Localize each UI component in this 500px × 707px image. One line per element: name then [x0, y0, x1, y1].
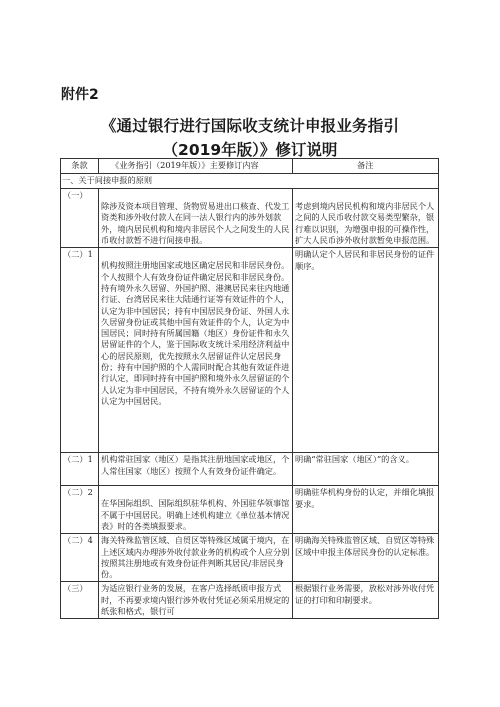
note-cell [293, 189, 439, 248]
content-text: 机构按照注册地国家或地区确定居民和非居民身份。个人按照个人有效身份证件确定居民和非居民身份。持有境外永久居留、外国护照、港澳居民来往内地通行证、台湾居民来往大陆通行证等有效证件的个人，认定为非中国居民；持有中国居民身份证、外国人永久居留身份证或其他中国有效证件的个人，认定为中国居民；同时持有所属国籍（地区）身份证件和永久居留证件的个人，鉴于国际收支统计采用经济利益中心的居民原则，优先按照永久居留证件认定居民身份；持有中国护照的个人需同时配合其他有效证件进行认定，即同时持有中国护照和境外永久居留证的个人认定为非中国居民，不持有境外永久居留证的个人认定为中国居民。 [101, 260, 290, 406]
content-cell: 机构常驻国家（地区）是指其注册地国家或地区，个人常住国家（地区）按照个人有效身份证件确定。 [99, 453, 293, 486]
clause-cell: （二）1 [61, 248, 99, 453]
clause-cell: （二）4 [61, 534, 99, 582]
table-row [61, 534, 439, 582]
note-cell: 明确驻华机构身份的认定，并细化填报要求。 [293, 486, 439, 534]
content-cell: 海关特殊监管区域、自贸区等特殊区域属于境内，在上述区域内办理涉外收付款业务的机构或个人应分别按照其注册地或有效身份证件判断其居民/非居民身份。 [99, 534, 293, 582]
clause-cell: （二）2 [61, 486, 99, 534]
clause-cell: （一） [61, 189, 99, 248]
column-header-note: 备注 [293, 159, 439, 174]
attachment-label: 附件2 [61, 87, 99, 103]
note-cell: 明确海关特殊监管区域、自贸区等特殊区域中申报主体居民身份的认定标准。 [293, 534, 439, 582]
content-text: 除涉及资本项目管理、货物贸易进出口核查、代发工资类和涉外收付款人在同一法人银行内的涉外划款外，境内居民机构和境内非居民个人之间发生的人民币收付款暂不进行间接申报。 [101, 201, 290, 245]
column-header-clause: 条款 [61, 159, 99, 174]
table-row [61, 189, 439, 248]
clause-cell: （三） [61, 582, 99, 619]
clause-cell: （二）1 [61, 453, 99, 486]
table-row [61, 248, 439, 453]
content-cell [99, 189, 293, 248]
column-header-content: 《业务指引（2019年版）》主要修订内容 [99, 159, 293, 174]
content-text: 在华国际组织、国际组织驻华机构、外国驻华领事馆不属于中国居民。明确上述机构建立《单位基本情况表》时的各类填报要求。 [101, 498, 290, 531]
section-title: 一、关于间接申报的原则 [61, 174, 439, 189]
note-cell: 明确认定个人居民和非居民身份的证件顺序。 [293, 248, 439, 453]
note-cell: 明确“常驻国家（地区）”的含义。 [293, 453, 439, 486]
doc-title-line2: （2019年版）》修订说明 [162, 141, 338, 159]
content-cell: 为适应银行业务的发展，在客户选择纸质申报方式时，不再要求境内银行涉外收付凭证必须采用规定的纸张和格式，银行可 [99, 582, 293, 619]
revision-table [60, 158, 439, 619]
table-row [61, 486, 439, 534]
doc-title-line1: 《通过银行进行国际收支统计申报业务指引 [100, 117, 400, 135]
section-row [61, 174, 439, 189]
note-text: 考虑到境内居民机构和境内非居民个人之间的人民币收付款交易类型繁杂，银行难以识别，为增强申报的可操作性，扩大人民币涉外收付款暂免申报范围。 [295, 201, 435, 245]
content-cell [99, 248, 293, 453]
note-cell: 根据银行业务需要，放松对涉外收付凭证的打印和印制要求。 [293, 582, 439, 619]
table-row [61, 453, 439, 486]
table-header-row [61, 159, 439, 174]
table-row [61, 582, 439, 619]
content-cell [99, 486, 293, 534]
